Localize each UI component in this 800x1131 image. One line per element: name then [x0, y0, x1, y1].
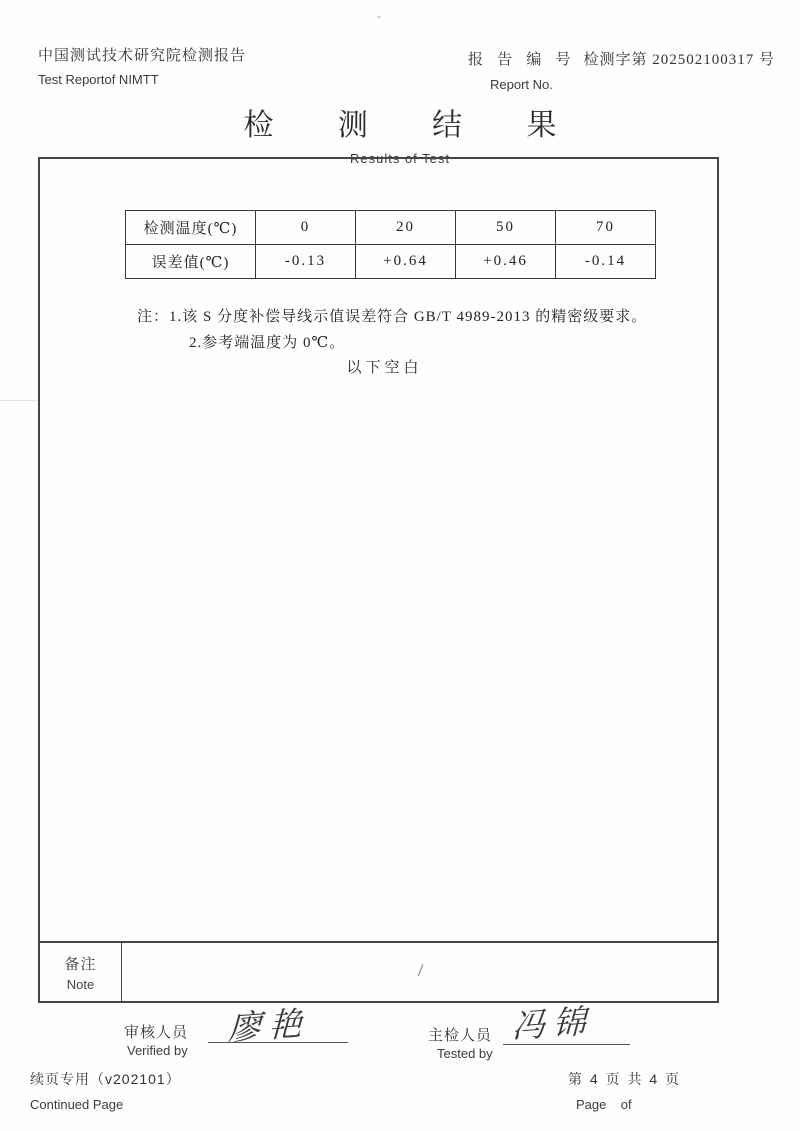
footer-left	[30, 1069, 181, 1112]
org-title-cn: 中国测试技术研究院检测报告	[38, 47, 247, 64]
report-no-line	[468, 48, 775, 69]
remark-label-cell	[40, 943, 122, 1001]
table-row-error	[126, 245, 656, 279]
header-left	[38, 44, 246, 87]
results-box	[38, 157, 719, 1003]
document-title-en: Results of Test	[349, 151, 451, 166]
document-title-cn: 检 测 结 果	[243, 109, 585, 142]
blank-below-text: 以下空白	[346, 360, 423, 376]
note-line-2: 2.参考端温度为 0℃。	[189, 335, 346, 351]
error-value: -0.14	[556, 245, 656, 279]
note-line-1: 注：1.该 S 分度补偿导线示值误差符合 GB/T 4989-2013 的精密级要求。	[137, 309, 648, 325]
remark-value: /	[416, 963, 424, 980]
remark-label-cn: 备注	[64, 955, 97, 973]
temperature-value: 0	[256, 211, 356, 245]
temperature-value: 50	[456, 211, 556, 245]
tested-signature: 冯锦	[511, 1004, 595, 1046]
page-number-en: Page of	[576, 1097, 632, 1112]
scan-artifact-line	[0, 400, 38, 401]
remark-label-en: Note	[66, 976, 95, 992]
header-right	[468, 48, 775, 92]
org-title-en: Test Reportof NIMTT	[38, 72, 159, 87]
page-number-cn: 第 4 页 共 4 页	[568, 1071, 682, 1087]
report-no-value: 检测字第 202502100317 号	[583, 52, 776, 68]
verified-signature: 廖艳	[227, 1006, 311, 1048]
tested-by-label-cn: 主检人员	[428, 1027, 493, 1044]
continued-page-label-cn: 续页专用（v202101）	[30, 1071, 181, 1087]
row-label-temperature: 检测温度(℃)	[126, 211, 256, 245]
temperature-value: 70	[556, 211, 656, 245]
remark-row	[40, 941, 717, 1001]
verified-by-label-cn: 审核人员	[124, 1024, 189, 1041]
report-no-label-en: Report No.	[490, 77, 553, 92]
error-value: -0.13	[256, 245, 356, 279]
continued-page-label-en: Continued Page	[30, 1097, 124, 1112]
remark-value-cell	[123, 943, 717, 1001]
error-value: +0.46	[456, 245, 556, 279]
table-row-temperature	[126, 211, 656, 245]
temperature-value: 20	[356, 211, 456, 245]
error-value: +0.64	[356, 245, 456, 279]
notes-block	[137, 304, 677, 356]
signature-row	[0, 1000, 800, 1070]
verified-by-label-en: Verified by	[127, 1043, 188, 1058]
footer-right	[568, 1069, 681, 1112]
results-table	[125, 210, 656, 279]
scan-artifact-dot	[377, 16, 381, 18]
row-label-error: 误差值(℃)	[126, 245, 256, 279]
tested-by-label-en: Tested by	[437, 1046, 493, 1061]
report-no-label-cn: 报 告 编 号	[468, 51, 576, 68]
